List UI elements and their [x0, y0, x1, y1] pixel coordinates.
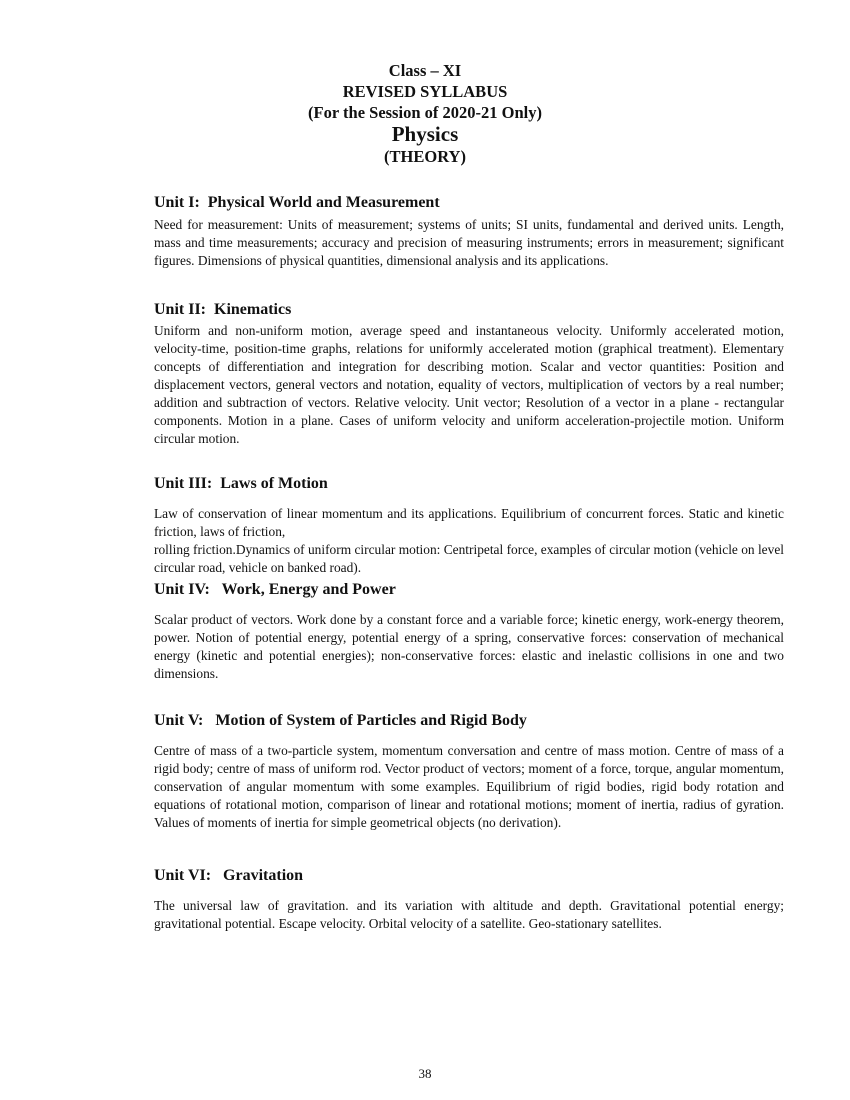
unit-body: Centre of mass of a two-particle system, momentum conversation and centre of mass motion. Centre of mass of a rigid body; centre of mass of uniform rod. Vector product of vectors; moment of a force, torque, angular momentum, conservation of angular momentum with some examples. Equilibrium of rigid bodies, rigid body rotation and equations of rotational motion, comparison of linear and rotational motions; moment of inertia, radius of gyration. Values of moments of inertia for simple geometrical objects (no derivation). [154, 743, 784, 830]
unit-title: Unit V: Motion of System of Particles and Rigid Body [154, 712, 527, 729]
part-line: (THEORY) [384, 147, 466, 166]
subject-title: Physics [391, 122, 459, 146]
unit-section [154, 866, 784, 933]
page-number: 38 [418, 1066, 432, 1081]
syllabus-line: REVISED SYLLABUS [342, 82, 508, 101]
unit-section [154, 193, 784, 270]
unit-section [154, 580, 784, 683]
unit-body: Uniform and non-uniform motion, average speed and instantaneous velocity. Uniformly accelerated motion, velocity-time, position-time graphs, relations for uniformly accelerated motion (graphical treatment). Elementary concepts of differentiation and integration for describing motion. Scalar and vector quantities: Position and displacement vectors, general vectors and notation, equality of vectors, multiplication of vectors by a real number; addition and subtraction of vectors. Relative velocity. Unit vector; Resolution of a vector in a plane - rectangular components. Motion in a plane. Cases of uniform velocity and uniform acceleration-projectile motion. Uniform circular motion. [154, 323, 784, 446]
unit-section [154, 300, 784, 448]
unit-title: Unit IV: Work, Energy and Power [154, 581, 396, 598]
document-header [0, 60, 850, 167]
class-line: Class – XI [388, 61, 462, 80]
unit-section [154, 711, 784, 832]
unit-body: The universal law of gravitation. and its variation with altitude and depth. Gravitational potential energy; gravitational potential. Escape velocity. Orbital velocity of a satellite. Geo-stationary satellites. [154, 898, 784, 931]
unit-title: Unit VI: Gravitation [154, 867, 304, 884]
unit-body: Scalar product of vectors. Work done by a constant force and a variable force; kinetic energy, work-energy theorem, power. Notion of potential energy, potential energy of a spring, conservative forces: conservation of mechanical energy (kinetic and potential energies); non-conservative forces: elastic and inelastic collisions in one and two dimensions. [154, 612, 784, 681]
session-line: (For the Session of 2020-21 Only) [308, 103, 542, 122]
unit-title: Unit I: Physical World and Measurement [154, 194, 440, 211]
unit-title: Unit III: Laws of Motion [154, 475, 328, 492]
unit-body: Need for measurement: Units of measurement; systems of units; SI units, fundamental and derived units. Length, mass and time measurements; accuracy and precision of measuring instruments; errors in measurement; significant figures. Dimensions of physical quantities, dimensional analysis and its applications. [154, 217, 784, 268]
unit-title: Unit II: Kinematics [154, 301, 292, 318]
unit-body: Law of conservation of linear momentum and its applications. Equilibrium of concurrent forces. Static and kinetic friction, laws of friction, rolling friction.Dynamics of uniform circular motion: Centripetal force, examples of circular motion (vehicle on level circular road, vehicle on banked road). [154, 506, 784, 575]
unit-section [154, 474, 784, 577]
